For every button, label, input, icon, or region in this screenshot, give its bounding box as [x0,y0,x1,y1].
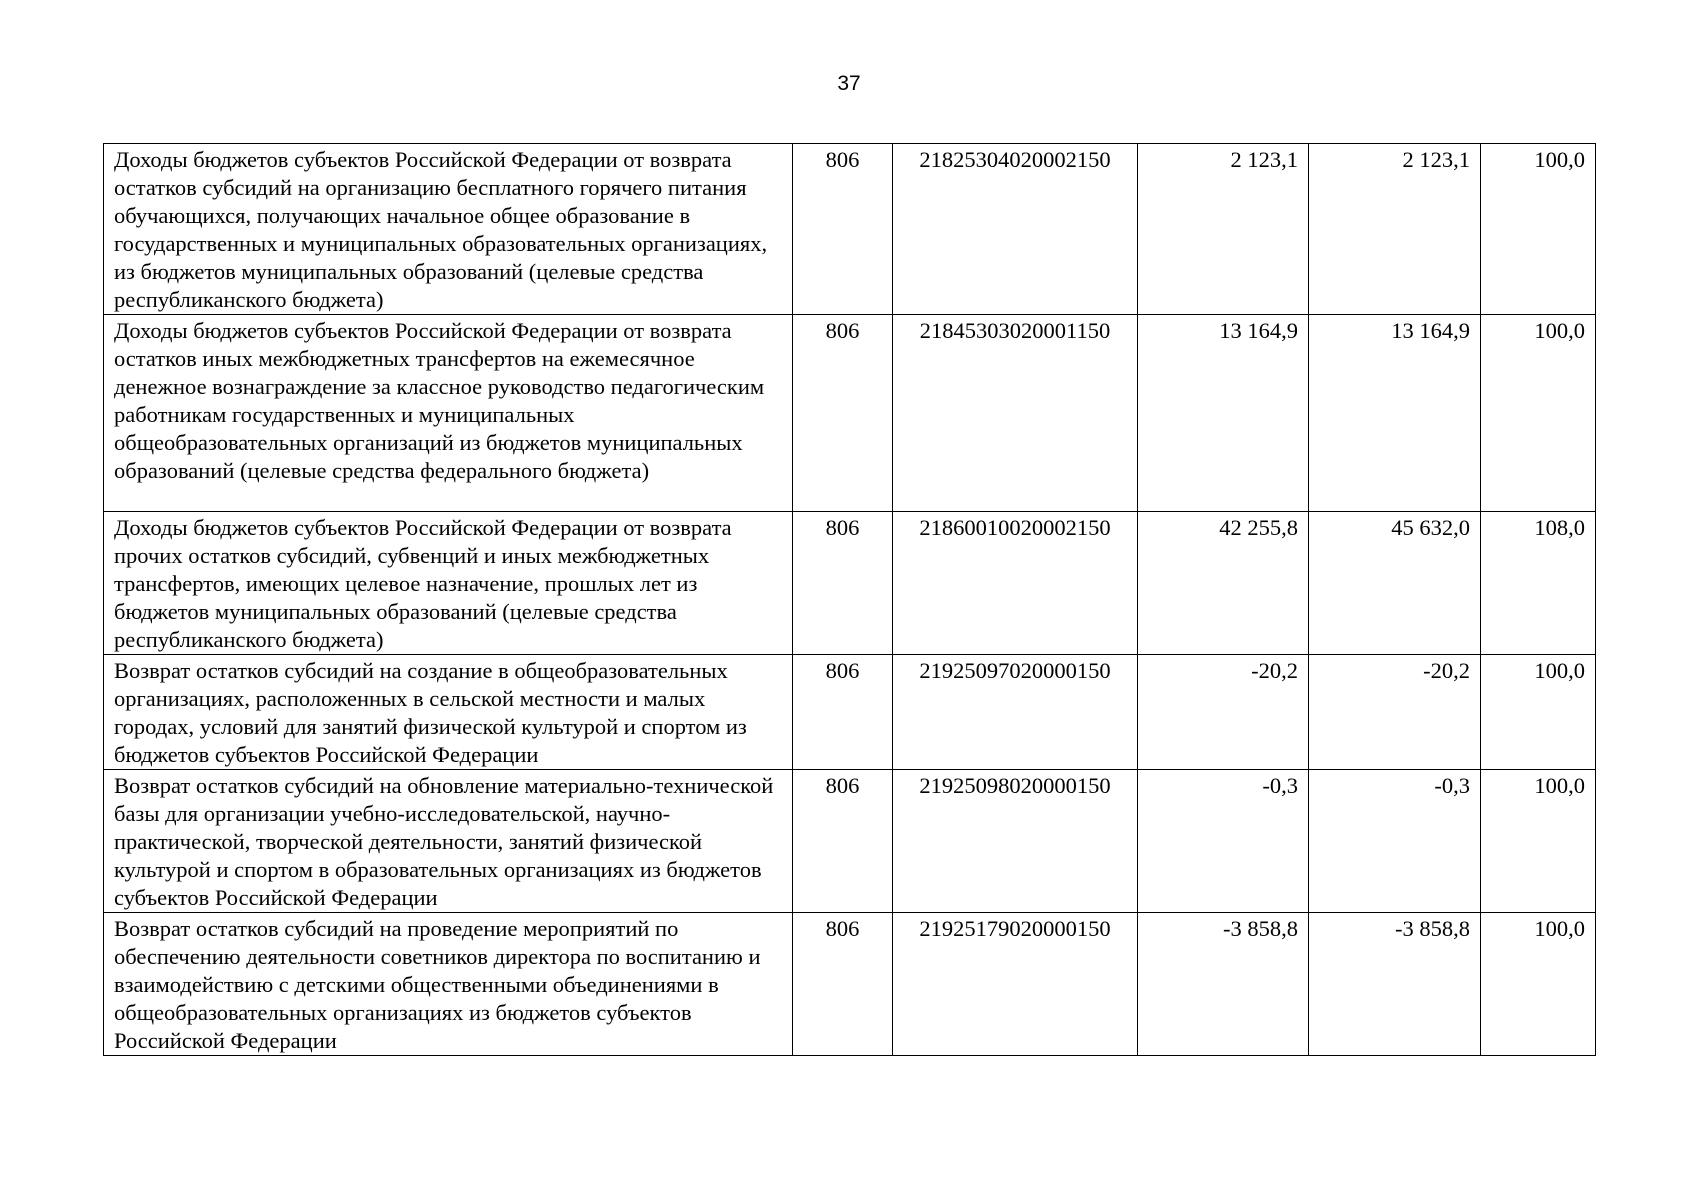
row-description: Доходы бюджетов субъектов Российской Федерации от возврата остатков субсидий на организацию бесплатного горячего питания обучающихся, получающих начальное общее образование в государственных и муниципальных образовательных организациях, из бюджетов муниципальных образований (целевые средства республиканского бюджета) [104,144,793,315]
row-percent: 100,0 [1481,770,1596,913]
row-percent: 100,0 [1481,913,1596,1056]
row-percent: 100,0 [1481,315,1596,512]
row-budget-code: 21925098020000150 [893,770,1138,913]
row-actual-amount: -0,3 [1309,770,1481,913]
row-percent: 108,0 [1481,512,1596,655]
row-description: Доходы бюджетов субъектов Российской Федерации от возврата прочих остатков субсидий, субвенций и иных межбюджетных трансфертов, имеющих целевое назначение, прошлых лет из бюджетов муниципальных образований (целевые средства республиканского бюджета) [104,512,793,655]
row-actual-amount: -3 858,8 [1309,913,1481,1056]
table-row [104,913,1596,1056]
row-actual-amount: 13 164,9 [1309,315,1481,512]
row-budget-code: 21925179020000150 [893,913,1138,1056]
row-admin-code: 806 [793,655,893,770]
row-admin-code: 806 [793,512,893,655]
row-planned-amount: 42 255,8 [1138,512,1309,655]
table-row [104,512,1596,655]
row-budget-code: 21825304020002150 [893,144,1138,315]
budget-table [103,143,1596,1056]
row-planned-amount: -0,3 [1138,770,1309,913]
table-row [104,770,1596,913]
row-actual-amount: -20,2 [1309,655,1481,770]
row-budget-code: 21860010020002150 [893,512,1138,655]
row-planned-amount: 2 123,1 [1138,144,1309,315]
row-actual-amount: 45 632,0 [1309,512,1481,655]
row-admin-code: 806 [793,315,893,512]
row-budget-code: 21845303020001150 [893,315,1138,512]
table-row [104,315,1596,512]
row-description: Возврат остатков субсидий на обновление материально-технической базы для организации учебно-исследовательской, научно-практической, творческой деятельности, занятий физической культурой и спортом в образовательных организациях из бюджетов субъектов Российской Федерации [104,770,793,913]
row-admin-code: 806 [793,913,893,1056]
row-description: Доходы бюджетов субъектов Российской Федерации от возврата остатков иных межбюджетных трансфертов на ежемесячное денежное вознаграждение за классное руководство педагогическим работникам государственных и муниципальных общеобразовательных организаций из бюджетов муниципальных образований (целевые средства федерального бюджета) [104,315,793,512]
row-percent: 100,0 [1481,144,1596,315]
table-row [104,144,1596,315]
row-percent: 100,0 [1481,655,1596,770]
row-admin-code: 806 [793,144,893,315]
table-row [104,655,1596,770]
row-planned-amount: -3 858,8 [1138,913,1309,1056]
row-planned-amount: 13 164,9 [1138,315,1309,512]
row-admin-code: 806 [793,770,893,913]
row-description: Возврат остатков субсидий на создание в общеобразовательных организациях, расположенных в сельской местности и малых городах, условий для занятий физической культурой и спортом из бюджетов субъектов Российской Федерации [104,655,793,770]
row-budget-code: 21925097020000150 [893,655,1138,770]
row-actual-amount: 2 123,1 [1309,144,1481,315]
row-planned-amount: -20,2 [1138,655,1309,770]
page-number: 37 [837,72,861,95]
row-description: Возврат остатков субсидий на проведение мероприятий по обеспечению деятельности советников директора по воспитанию и взаимодействию с детскими общественными объединениями в общеобразовательных организациях из бюджетов субъектов Российской Федерации [104,913,793,1056]
